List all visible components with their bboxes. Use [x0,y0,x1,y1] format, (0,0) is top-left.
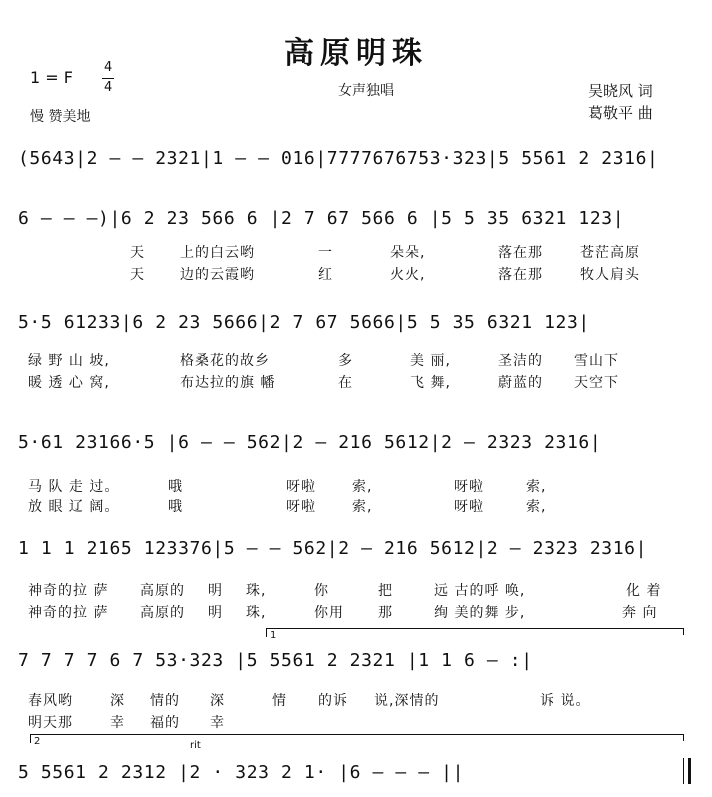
volta-label-2: 2 [34,736,41,747]
staff-row-2: 6 — — —)|6 2 23 566 6 |2 7 67 566 6 |5 5 35 6321 123| [18,208,625,229]
tempo-marking: 慢 赞美地 [30,109,91,125]
composer-credit: 葛敬平 曲 [588,104,653,122]
final-barline-thin [683,758,684,784]
time-signature-top: 4 [104,60,113,75]
staff-row-6: 7 7 7 7 6 7 53·323 |5 5561 2 2321 |1 1 6 — :| [18,650,533,671]
staff-row-1: (5643|2 — — 2321|1 — — 016|7777676753·323|5 5561 2 2316| [18,148,659,169]
volta-bracket-1 [266,628,684,629]
staff-row-7: 5 5561 2 2312 |2 · 323 2 1· |6 — — — || [18,762,465,783]
rit-marking: rit [190,740,201,751]
page-title: 高原明珠 [284,36,428,71]
performance-mode: 女声独唱 [338,83,394,99]
final-barline [688,758,691,784]
time-signature-bottom: 4 [104,80,113,95]
staff-row-3: 5·5 61233|6 2 23 5666|2 7 67 5666|5 5 35 6321 123| [18,312,590,333]
key-signature: 1 = F [30,68,73,87]
staff-row-4: 5·61 23166·5 |6 — — 562|2 — 216 5612|2 — 2323 2316| [18,432,602,453]
volta-bracket-2 [30,734,684,735]
time-signature-line [102,78,114,79]
lyricist-credit: 吴晓风 词 [588,82,653,100]
volta-label-1: 1 [270,630,277,641]
staff-row-5: 1 1 1 2165 123376|5 — — 562|2 — 216 5612|2 — 2323 2316| [18,538,648,559]
